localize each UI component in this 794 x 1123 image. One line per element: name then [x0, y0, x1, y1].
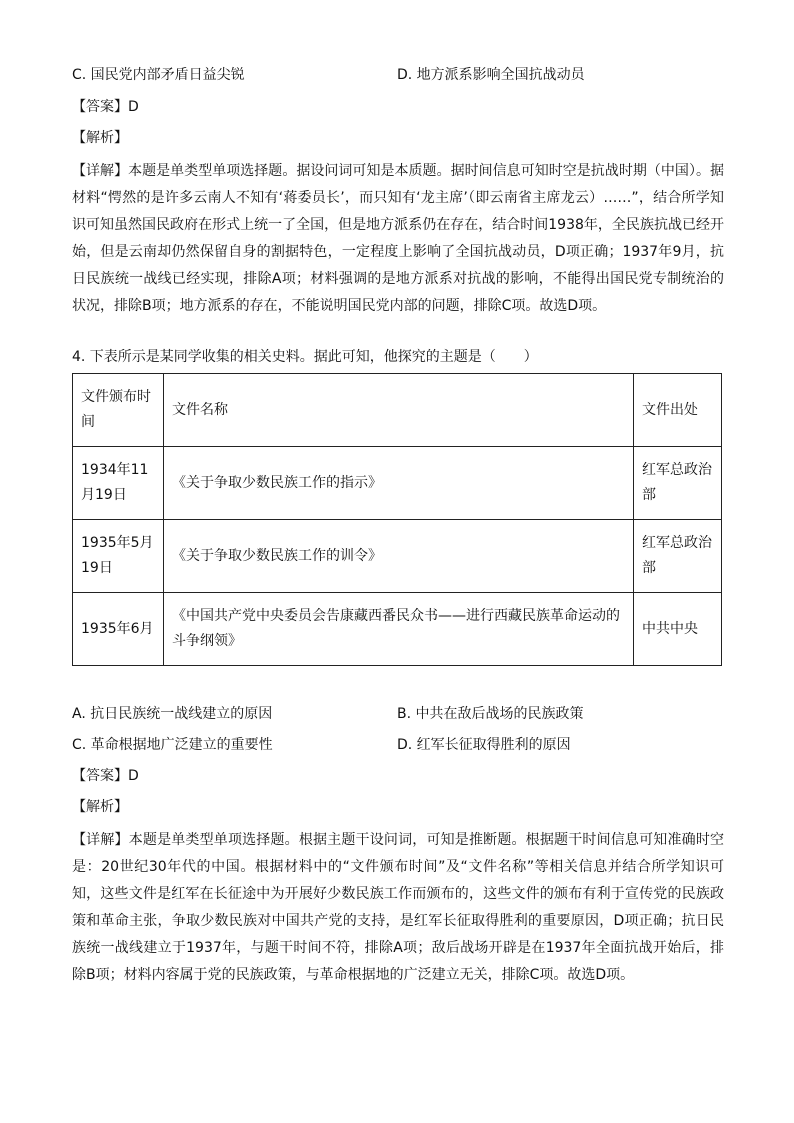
table-cell: 1935年5月19日: [73, 520, 164, 593]
q4-option-a: A. 抗日民族统一战线建立的原因: [72, 706, 273, 722]
q3-detail-paragraph: 【详解】本题是单类型单项选择题。据设问词可知是本质题。据时间信息可知时空是抗战时期（中国）。据材料“愕然的是许多云南人不知有‘蒋委员长’，而只知有‘龙主席’（即云南省主席龙云）……”，结合所学知识可知虽然国民政府在形式上统一了全国，但是地方派系仍在存在，结合时间1938年，全民族抗战已经开始，但是云南却仍然保留自身的割据特色，一定程度上影响了全国抗战动员，D项正确；1937年9月，抗日民族统一战线已经实现，排除A项；材料强调的是地方派系对抗战的影响，不能得出国民党专制统治的状况，排除B项；地方派系的存在，不能说明国民党内部的问题，排除C项。故选D项。: [72, 163, 724, 314]
q4-stem: 4. 下表所示是某同学收集的相关史料。据此可知，他探究的主题是（ ）: [72, 349, 538, 365]
table-cell: 《关于争取少数民族工作的指示》: [164, 447, 634, 520]
table-header-cell: 文件出处: [634, 374, 722, 447]
q4-option-d: D. 红军长征取得胜利的原因: [397, 737, 571, 753]
table-cell: 《关于争取少数民族工作的训令》: [164, 520, 634, 593]
table-header-cell: 文件名称: [164, 374, 634, 447]
q3-option-c: C. 国民党内部矛盾日益尖锐: [72, 67, 245, 83]
q4-options-row-1: [72, 703, 732, 725]
table-cell: 中共中央: [634, 593, 722, 666]
q3-options-row: [72, 64, 732, 86]
table-cell: 红军总政治部: [634, 447, 722, 520]
q4-option-c: C. 革命根据地广泛建立的重要性: [72, 737, 273, 753]
q3-answer: 【答案】D: [72, 99, 139, 115]
table-row: [73, 520, 722, 593]
q4-option-b: B. 中共在敌后战场的民族政策: [397, 706, 584, 722]
q3-analysis-tag: 【解析】: [72, 130, 128, 146]
table-cell: 1934年11月19日: [73, 447, 164, 520]
q4-answer: 【答案】D: [72, 768, 139, 784]
table-header-row: [73, 374, 722, 447]
q4-options-row-2: [72, 734, 732, 756]
table-row: [73, 593, 722, 666]
q4-source-table: [72, 373, 722, 666]
table-cell: 《中国共产党中央委员会告康藏西番民众书——进行西藏民族革命运动的斗争纲领》: [164, 593, 634, 666]
q3-option-d: D. 地方派系影响全国抗战动员: [397, 67, 585, 83]
table-cell: 1935年6月: [73, 593, 164, 666]
table-header-cell: 文件颁布时间: [73, 374, 164, 447]
table-row: [73, 447, 722, 520]
q4-analysis-tag: 【解析】: [72, 799, 128, 815]
table-cell: 红军总政治部: [634, 520, 722, 593]
q4-detail-paragraph: 【详解】本题是单类型单项选择题。根据主题干设问词，可知是推断题。根据题干时间信息可知准确时空是：20世纪30年代的中国。根据材料中的“文件颁布时间”及“文件名称”等相关信息并结合所学知识可知，这些文件是红军在长征途中为开展好少数民族工作而颁布的，这些文件的颁布有利于宣传党的民族政策和革命主张，争取少数民族对中国共产党的支持，是红军长征取得胜利的重要原因，D项正确；抗日民族统一战线建立于1937年，与题干时间不符，排除A项；敌后战场开辟是在1937年全面抗战开始后，排除B项；材料内容属于党的民族政策，与革命根据地的广泛建立无关，排除C项。故选D项。: [72, 832, 724, 983]
